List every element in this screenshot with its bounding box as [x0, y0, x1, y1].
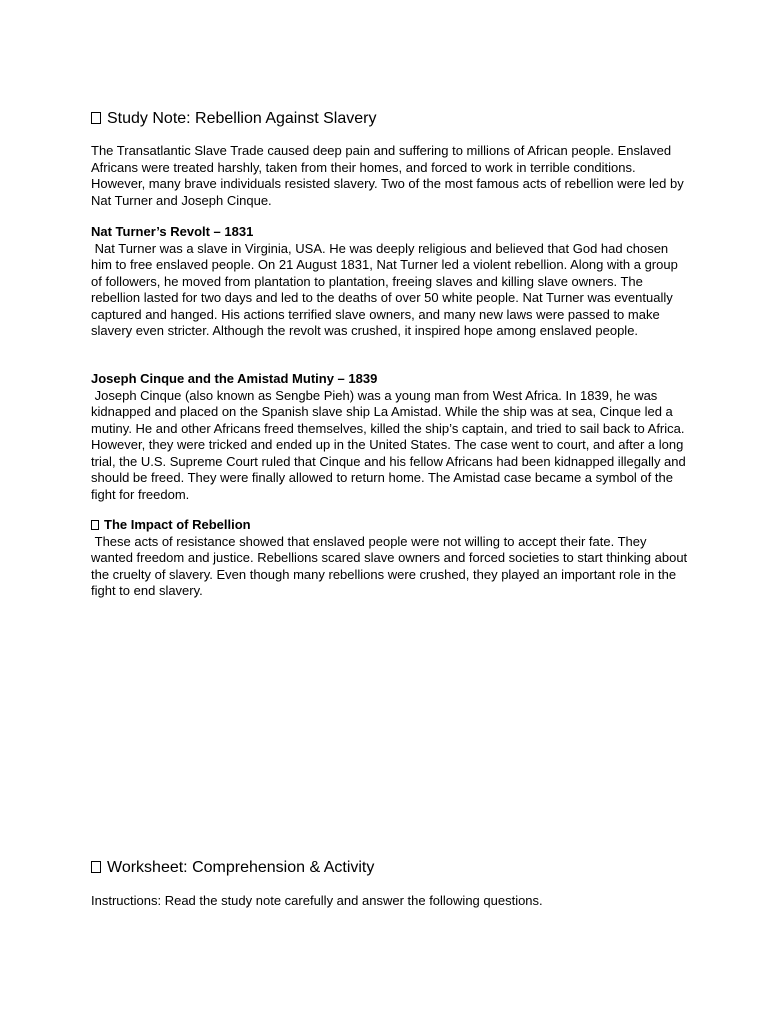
worksheet-title-text: Worksheet: Comprehension & Activity — [107, 859, 375, 876]
intro-paragraph-block — [91, 143, 691, 209]
section-impact — [91, 517, 691, 600]
section-body-impact — [91, 534, 691, 600]
section-heading-impact-text: The Impact of Rebellion — [104, 517, 251, 532]
study-note-title-text: Study Note: Rebellion Against Slavery — [107, 110, 377, 127]
intro-paragraph: The Transatlantic Slave Trade caused deep pain and suffering to millions of African people. Enslaved Africans were treated harshly, taken from their homes, and forced to work in terrible conditions. However, many brave individuals resisted slavery. Two of the most famous acts of rebellion were led by Nat Turner and Joseph Cinque. — [91, 143, 684, 208]
section-body-nat-turner-text: Nat Turner was a slave in Virginia, USA. He was deeply religious and believed that God had chosen him to free enslaved people. On 21 August 1831, Nat Turner led a violent rebellion. Along with a group of followers, he moved from plantation to plantation, freeing slaves and killing slave owners. The rebellion lasted for two days and led to the deaths of over 50 white people. Nat Turner was eventually captured and hanged. His actions terrified slave owners, and many new laws were passed to make slavery even stricter. Although the revolt was crushed, it inspired hope among enslaved people. — [91, 240, 678, 338]
section-amistad — [91, 371, 691, 503]
section-body-amistad-text: Joseph Cinque (also known as Sengbe Pieh) was a young man from West Africa. In 1839, he was kidnapped and placed on the Spanish slave ship La Amistad. While the ship was at sea, Cinque led a mutiny. He and other Africans freed themselves, killed the ship’s captain, and tried to sail back to Africa. However, they were tricked and ended up in the United States. The case went to court, and after a long trial, the U.S. Supreme Court ruled that Cinque and his fellow Africans had been kidnapped illegally and should be freed. They were finally allowed to return home. The Amistad case became a symbol of the fight for freedom. — [91, 387, 686, 502]
section-body-nat-turner — [91, 241, 691, 340]
section-body-impact-text: These acts of resistance showed that enslaved people were not willing to accept their fate. They wanted freedom and justice. Rebellions scared slave owners and forced societies to start thinking about the cruelty of slavery. Even though many rebellions were crushed, they played an important role in the fight to end slavery. — [91, 533, 688, 598]
section-heading-nat-turner: Nat Turner’s Revolt – 1831 — [91, 224, 254, 239]
section-nat-turner — [91, 224, 691, 340]
section-heading-impact — [91, 517, 691, 534]
square-glyph-icon — [91, 112, 101, 124]
square-glyph-icon — [91, 861, 101, 873]
worksheet-instructions: Instructions: Read the study note carefully and answer the following questions. — [91, 893, 543, 908]
worksheet-instructions-block — [91, 893, 691, 910]
study-note-title — [91, 109, 376, 129]
section-body-amistad — [91, 388, 691, 504]
square-glyph-icon — [91, 520, 99, 530]
section-heading-amistad: Joseph Cinque and the Amistad Mutiny – 1839 — [91, 371, 378, 386]
worksheet-title — [91, 858, 374, 878]
